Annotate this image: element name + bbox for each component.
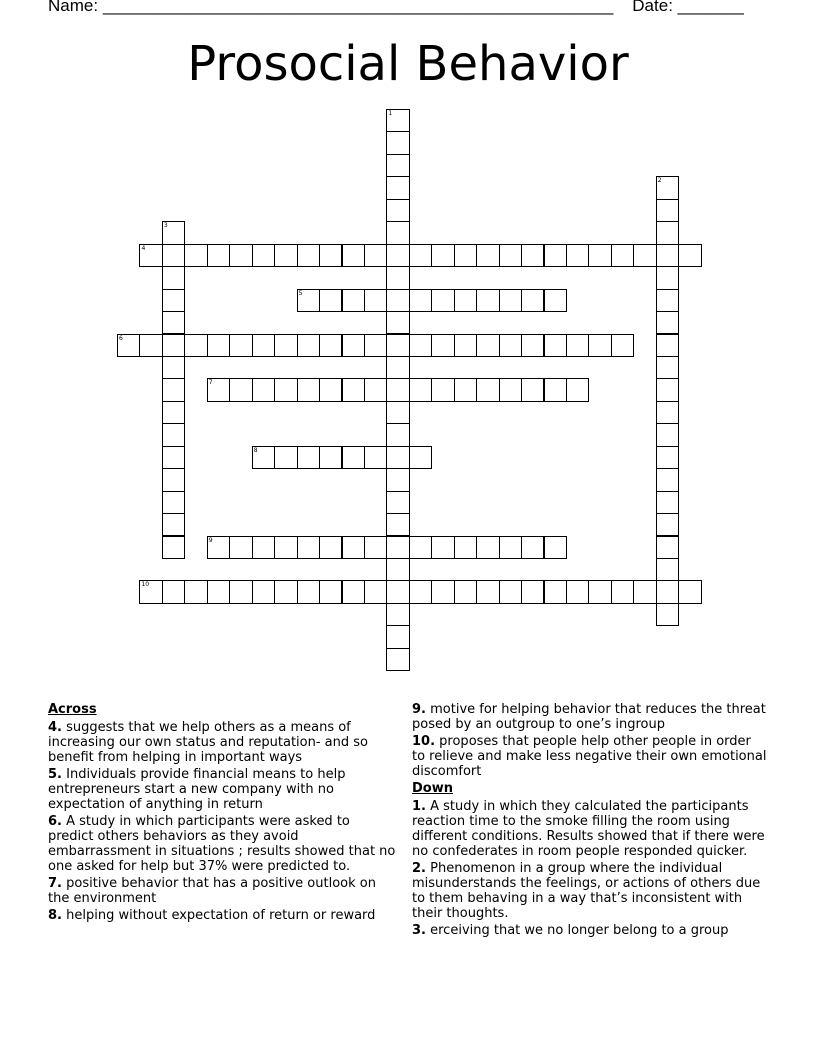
grid-cell[interactable] (409, 378, 432, 401)
grid-cell[interactable] (162, 536, 185, 559)
grid-cell[interactable] (229, 580, 252, 603)
grid-cell[interactable] (319, 580, 342, 603)
grid-cell[interactable] (252, 244, 275, 267)
clue-text: helping without expectation of return or reward (66, 908, 376, 923)
grid-cell[interactable] (342, 580, 365, 603)
grid-cell[interactable] (184, 334, 207, 357)
grid-cell[interactable] (611, 244, 634, 267)
grid-cell[interactable] (139, 334, 162, 357)
cell-number: 5 (298, 289, 303, 297)
grid-cell[interactable] (386, 244, 409, 267)
grid-cell[interactable] (476, 334, 499, 357)
grid-cell[interactable] (252, 334, 275, 357)
grid-cell[interactable] (184, 580, 207, 603)
grid-cell[interactable] (476, 244, 499, 267)
grid-cell[interactable] (611, 334, 634, 357)
grid-cell[interactable] (521, 536, 544, 559)
grid-cell[interactable] (207, 580, 230, 603)
clue-number: 6. (48, 814, 62, 829)
grid-cell[interactable] (656, 536, 679, 559)
grid-cell[interactable] (386, 625, 409, 648)
grid-cell[interactable] (207, 244, 230, 267)
grid-cell[interactable] (162, 221, 185, 244)
grid-cell[interactable] (656, 334, 679, 357)
grid-cell[interactable] (588, 334, 611, 357)
page-title: Prosocial Behavior (187, 36, 629, 92)
grid-cell[interactable] (252, 446, 275, 469)
cell-number: 9 (208, 536, 213, 544)
date-blank[interactable]: _______ (677, 0, 744, 15)
grid-cell[interactable] (476, 580, 499, 603)
cell-number: 6 (119, 334, 123, 342)
grid-cell[interactable] (409, 446, 432, 469)
grid-cell[interactable] (364, 378, 387, 401)
grid-cell[interactable] (274, 580, 297, 603)
grid-cell[interactable] (566, 244, 589, 267)
grid-cell[interactable] (678, 244, 701, 267)
cell-number: 1 (388, 110, 393, 117)
grid-cell[interactable] (386, 221, 409, 244)
grid-cell[interactable] (252, 378, 275, 401)
grid-cell[interactable] (162, 334, 185, 357)
clue-down-2 (412, 861, 768, 921)
grid-cell[interactable] (656, 356, 679, 379)
grid-cell[interactable] (386, 334, 409, 357)
clue-number: 10. (412, 734, 436, 749)
clue-across-5 (48, 767, 398, 812)
grid-cell[interactable] (162, 244, 185, 267)
grid-cell[interactable] (454, 378, 477, 401)
grid-cell[interactable] (499, 378, 522, 401)
grid-cell[interactable] (656, 176, 679, 199)
grid-cell[interactable] (386, 536, 409, 559)
grid-cell[interactable] (297, 378, 320, 401)
grid-cell[interactable] (364, 334, 387, 357)
across-heading: Across (48, 702, 97, 717)
grid-cell[interactable] (656, 423, 679, 446)
grid-cell[interactable] (656, 580, 679, 603)
clues-right-column (412, 702, 768, 940)
grid-cell[interactable] (386, 199, 409, 222)
grid-cell[interactable] (364, 580, 387, 603)
grid-cell[interactable] (499, 334, 522, 357)
grid-cell[interactable] (544, 378, 567, 401)
grid-cell[interactable] (319, 536, 342, 559)
grid-cell[interactable] (521, 580, 544, 603)
grid-cell[interactable] (229, 378, 252, 401)
grid-cell[interactable] (386, 356, 409, 379)
grid-cell[interactable] (431, 334, 454, 357)
grid-cell[interactable] (656, 266, 679, 289)
clue-text: suggests that we help others as a means of increasing our own status and reputation- and so benefit from helping in important ways (48, 720, 368, 765)
grid-cell[interactable] (342, 289, 365, 312)
grid-cell[interactable] (656, 199, 679, 222)
grid-cell[interactable] (297, 334, 320, 357)
grid-cell[interactable] (454, 536, 477, 559)
grid-cell[interactable] (431, 580, 454, 603)
grid-cell[interactable] (162, 311, 185, 334)
grid-cell[interactable] (454, 334, 477, 357)
grid-cell[interactable] (656, 378, 679, 401)
grid-cell[interactable] (342, 334, 365, 357)
grid-cell[interactable] (342, 244, 365, 267)
clue-across-6 (48, 814, 398, 874)
clue-number: 2. (412, 861, 426, 876)
grid-cell[interactable] (656, 558, 679, 581)
grid-cell[interactable] (229, 244, 252, 267)
grid-cell[interactable] (656, 513, 679, 536)
grid-cell[interactable] (162, 289, 185, 312)
clue-across-8 (48, 908, 398, 923)
name-blank[interactable]: ______________________________________________________ (102, 0, 614, 15)
grid-cell[interactable] (297, 244, 320, 267)
grid-cell[interactable] (386, 446, 409, 469)
down-heading: Down (412, 781, 453, 796)
grid-cell[interactable] (364, 446, 387, 469)
grid-cell[interactable] (521, 244, 544, 267)
clue-text: proposes that people help other people in order to relieve and make less negative their own emotional discomfort (412, 734, 767, 779)
grid-cell[interactable] (117, 334, 140, 357)
grid-cell[interactable] (409, 334, 432, 357)
grid-cell[interactable] (454, 244, 477, 267)
clue-text: Individuals provide financial means to help entrepreneurs start a new company with no expectation of anything in return (48, 767, 346, 812)
grid-cell[interactable] (252, 536, 275, 559)
clue-number: 5. (48, 767, 62, 782)
grid-cell[interactable] (386, 423, 409, 446)
clue-across-9 (412, 702, 768, 732)
grid-cell[interactable] (386, 513, 409, 536)
grid-cell[interactable] (476, 289, 499, 312)
grid-cell[interactable] (544, 289, 567, 312)
grid-cell[interactable] (656, 491, 679, 514)
grid-cell[interactable] (588, 244, 611, 267)
grid-cell[interactable] (319, 244, 342, 267)
grid-cell[interactable] (544, 334, 567, 357)
grid-cell[interactable] (656, 468, 679, 491)
grid-cell[interactable] (386, 131, 409, 154)
clue-text: erceiving that we no longer belong to a group (430, 923, 729, 938)
clue-number: 7. (48, 876, 62, 891)
grid-cell[interactable] (431, 289, 454, 312)
cell-number: 4 (141, 244, 146, 252)
grid-cell[interactable] (409, 580, 432, 603)
grid-cell[interactable] (342, 446, 365, 469)
clue-text: A study in which they calculated the participants reaction time to the smoke filling the room using different conditions. Results showed that if there were no confederates in room people responded quicker. (412, 799, 765, 859)
clue-across-4 (48, 720, 398, 765)
grid-cell[interactable] (297, 446, 320, 469)
grid-cell[interactable] (588, 580, 611, 603)
grid-cell[interactable] (656, 221, 679, 244)
grid-cell[interactable] (229, 536, 252, 559)
grid-cell[interactable] (229, 334, 252, 357)
grid-cell[interactable] (386, 266, 409, 289)
grid-cell[interactable] (162, 378, 185, 401)
grid-cell[interactable] (431, 536, 454, 559)
cell-number: 10 (141, 581, 150, 589)
grid-cell[interactable] (409, 289, 432, 312)
grid-cell[interactable] (431, 244, 454, 267)
grid-cell[interactable] (499, 289, 522, 312)
grid-cell[interactable] (656, 401, 679, 424)
clue-number: 3. (412, 923, 426, 938)
clue-number: 9. (412, 702, 426, 717)
grid-cell[interactable] (297, 289, 320, 312)
grid-cell[interactable] (678, 580, 701, 603)
grid-cell[interactable] (162, 491, 185, 514)
grid-cell[interactable] (139, 580, 162, 603)
grid-cell[interactable] (386, 176, 409, 199)
name-label: Name: (48, 0, 99, 15)
grid-cell[interactable] (656, 603, 679, 626)
clues-left-column (48, 702, 398, 925)
clue-across-10 (412, 734, 768, 779)
grid-cell[interactable] (184, 244, 207, 267)
grid-cell[interactable] (521, 334, 544, 357)
grid-cell[interactable] (274, 536, 297, 559)
grid-cell[interactable] (431, 378, 454, 401)
grid-cell[interactable] (207, 536, 230, 559)
grid-cell[interactable] (386, 401, 409, 424)
grid-cell[interactable] (544, 536, 567, 559)
grid-cell[interactable] (274, 244, 297, 267)
grid-cell[interactable] (656, 446, 679, 469)
grid-cell[interactable] (386, 648, 409, 671)
clue-text: positive behavior that has a positive outlook on the environment (48, 876, 376, 906)
cell-number: 8 (253, 446, 258, 454)
grid-cell[interactable] (162, 401, 185, 424)
grid-cell[interactable] (274, 334, 297, 357)
grid-cell[interactable] (139, 244, 162, 267)
grid-cell[interactable] (521, 289, 544, 312)
grid-cell[interactable] (409, 244, 432, 267)
grid-cell[interactable] (207, 378, 230, 401)
grid-cell[interactable] (454, 289, 477, 312)
grid-cell[interactable] (162, 468, 185, 491)
grid-cell[interactable] (364, 244, 387, 267)
clue-number: 4. (48, 720, 62, 735)
clue-down-1 (412, 799, 768, 859)
grid-cell[interactable] (633, 244, 656, 267)
grid-cell[interactable] (386, 311, 409, 334)
grid-cell[interactable] (566, 334, 589, 357)
grid-cell[interactable] (386, 378, 409, 401)
grid-cell[interactable] (499, 536, 522, 559)
grid-cell[interactable] (544, 580, 567, 603)
grid-cell[interactable] (566, 378, 589, 401)
grid-cell[interactable] (544, 244, 567, 267)
grid-cell[interactable] (162, 580, 185, 603)
grid-cell[interactable] (499, 244, 522, 267)
grid-cell[interactable] (319, 378, 342, 401)
grid-cell[interactable] (454, 580, 477, 603)
clue-number: 1. (412, 799, 426, 814)
cell-number: 3 (163, 222, 168, 230)
clue-text: motive for helping behavior that reduces the threat posed by an outgroup to one’s ingroup (412, 702, 766, 732)
grid-cell[interactable] (297, 536, 320, 559)
grid-cell[interactable] (499, 580, 522, 603)
grid-cell[interactable] (656, 311, 679, 334)
grid-cell[interactable] (162, 356, 185, 379)
grid-cell[interactable] (386, 289, 409, 312)
grid-cell[interactable] (319, 334, 342, 357)
grid-cell[interactable] (386, 603, 409, 626)
grid-cell[interactable] (207, 334, 230, 357)
grid-cell[interactable] (364, 289, 387, 312)
date-label: Date: (632, 0, 673, 15)
clue-text: A study in which participants were asked to predict others behaviors as they avoid embarrassment in situations ; results showed that no one asked for help but 37% were predicted to. (48, 814, 396, 874)
grid-cell[interactable] (364, 536, 387, 559)
grid-cell[interactable] (476, 536, 499, 559)
grid-cell[interactable] (633, 580, 656, 603)
clue-down-3 (412, 923, 768, 938)
grid-cell[interactable] (274, 378, 297, 401)
grid-cell[interactable] (386, 491, 409, 514)
clue-across-7 (48, 876, 398, 906)
grid-cell[interactable] (656, 244, 679, 267)
grid-cell[interactable] (386, 580, 409, 603)
grid-cell[interactable] (252, 580, 275, 603)
grid-cell[interactable] (342, 536, 365, 559)
grid-cell[interactable] (162, 266, 185, 289)
clue-number: 8. (48, 908, 62, 923)
cell-number: 2 (657, 177, 662, 185)
grid-cell[interactable] (386, 558, 409, 581)
grid-cell[interactable] (476, 378, 499, 401)
grid-cell[interactable] (521, 378, 544, 401)
clue-text: Phenomenon in a group where the individual misunderstands the feelings, or actions of others due to them behaving in a way that’s inconsistent with their thoughts. (412, 861, 761, 921)
grid-cell[interactable] (319, 446, 342, 469)
grid-cell[interactable] (386, 468, 409, 491)
grid-cell[interactable] (409, 536, 432, 559)
grid-cell[interactable] (566, 580, 589, 603)
cell-number: 7 (208, 379, 213, 387)
grid-cell[interactable] (274, 446, 297, 469)
grid-cell[interactable] (162, 446, 185, 469)
grid-cell[interactable] (342, 378, 365, 401)
grid-cell[interactable] (386, 109, 409, 132)
grid-cell[interactable] (297, 580, 320, 603)
grid-cell[interactable] (319, 289, 342, 312)
grid-cell[interactable] (162, 513, 185, 536)
grid-cell[interactable] (386, 154, 409, 177)
grid-cell[interactable] (656, 289, 679, 312)
grid-cell[interactable] (611, 580, 634, 603)
grid-cell[interactable] (162, 423, 185, 446)
